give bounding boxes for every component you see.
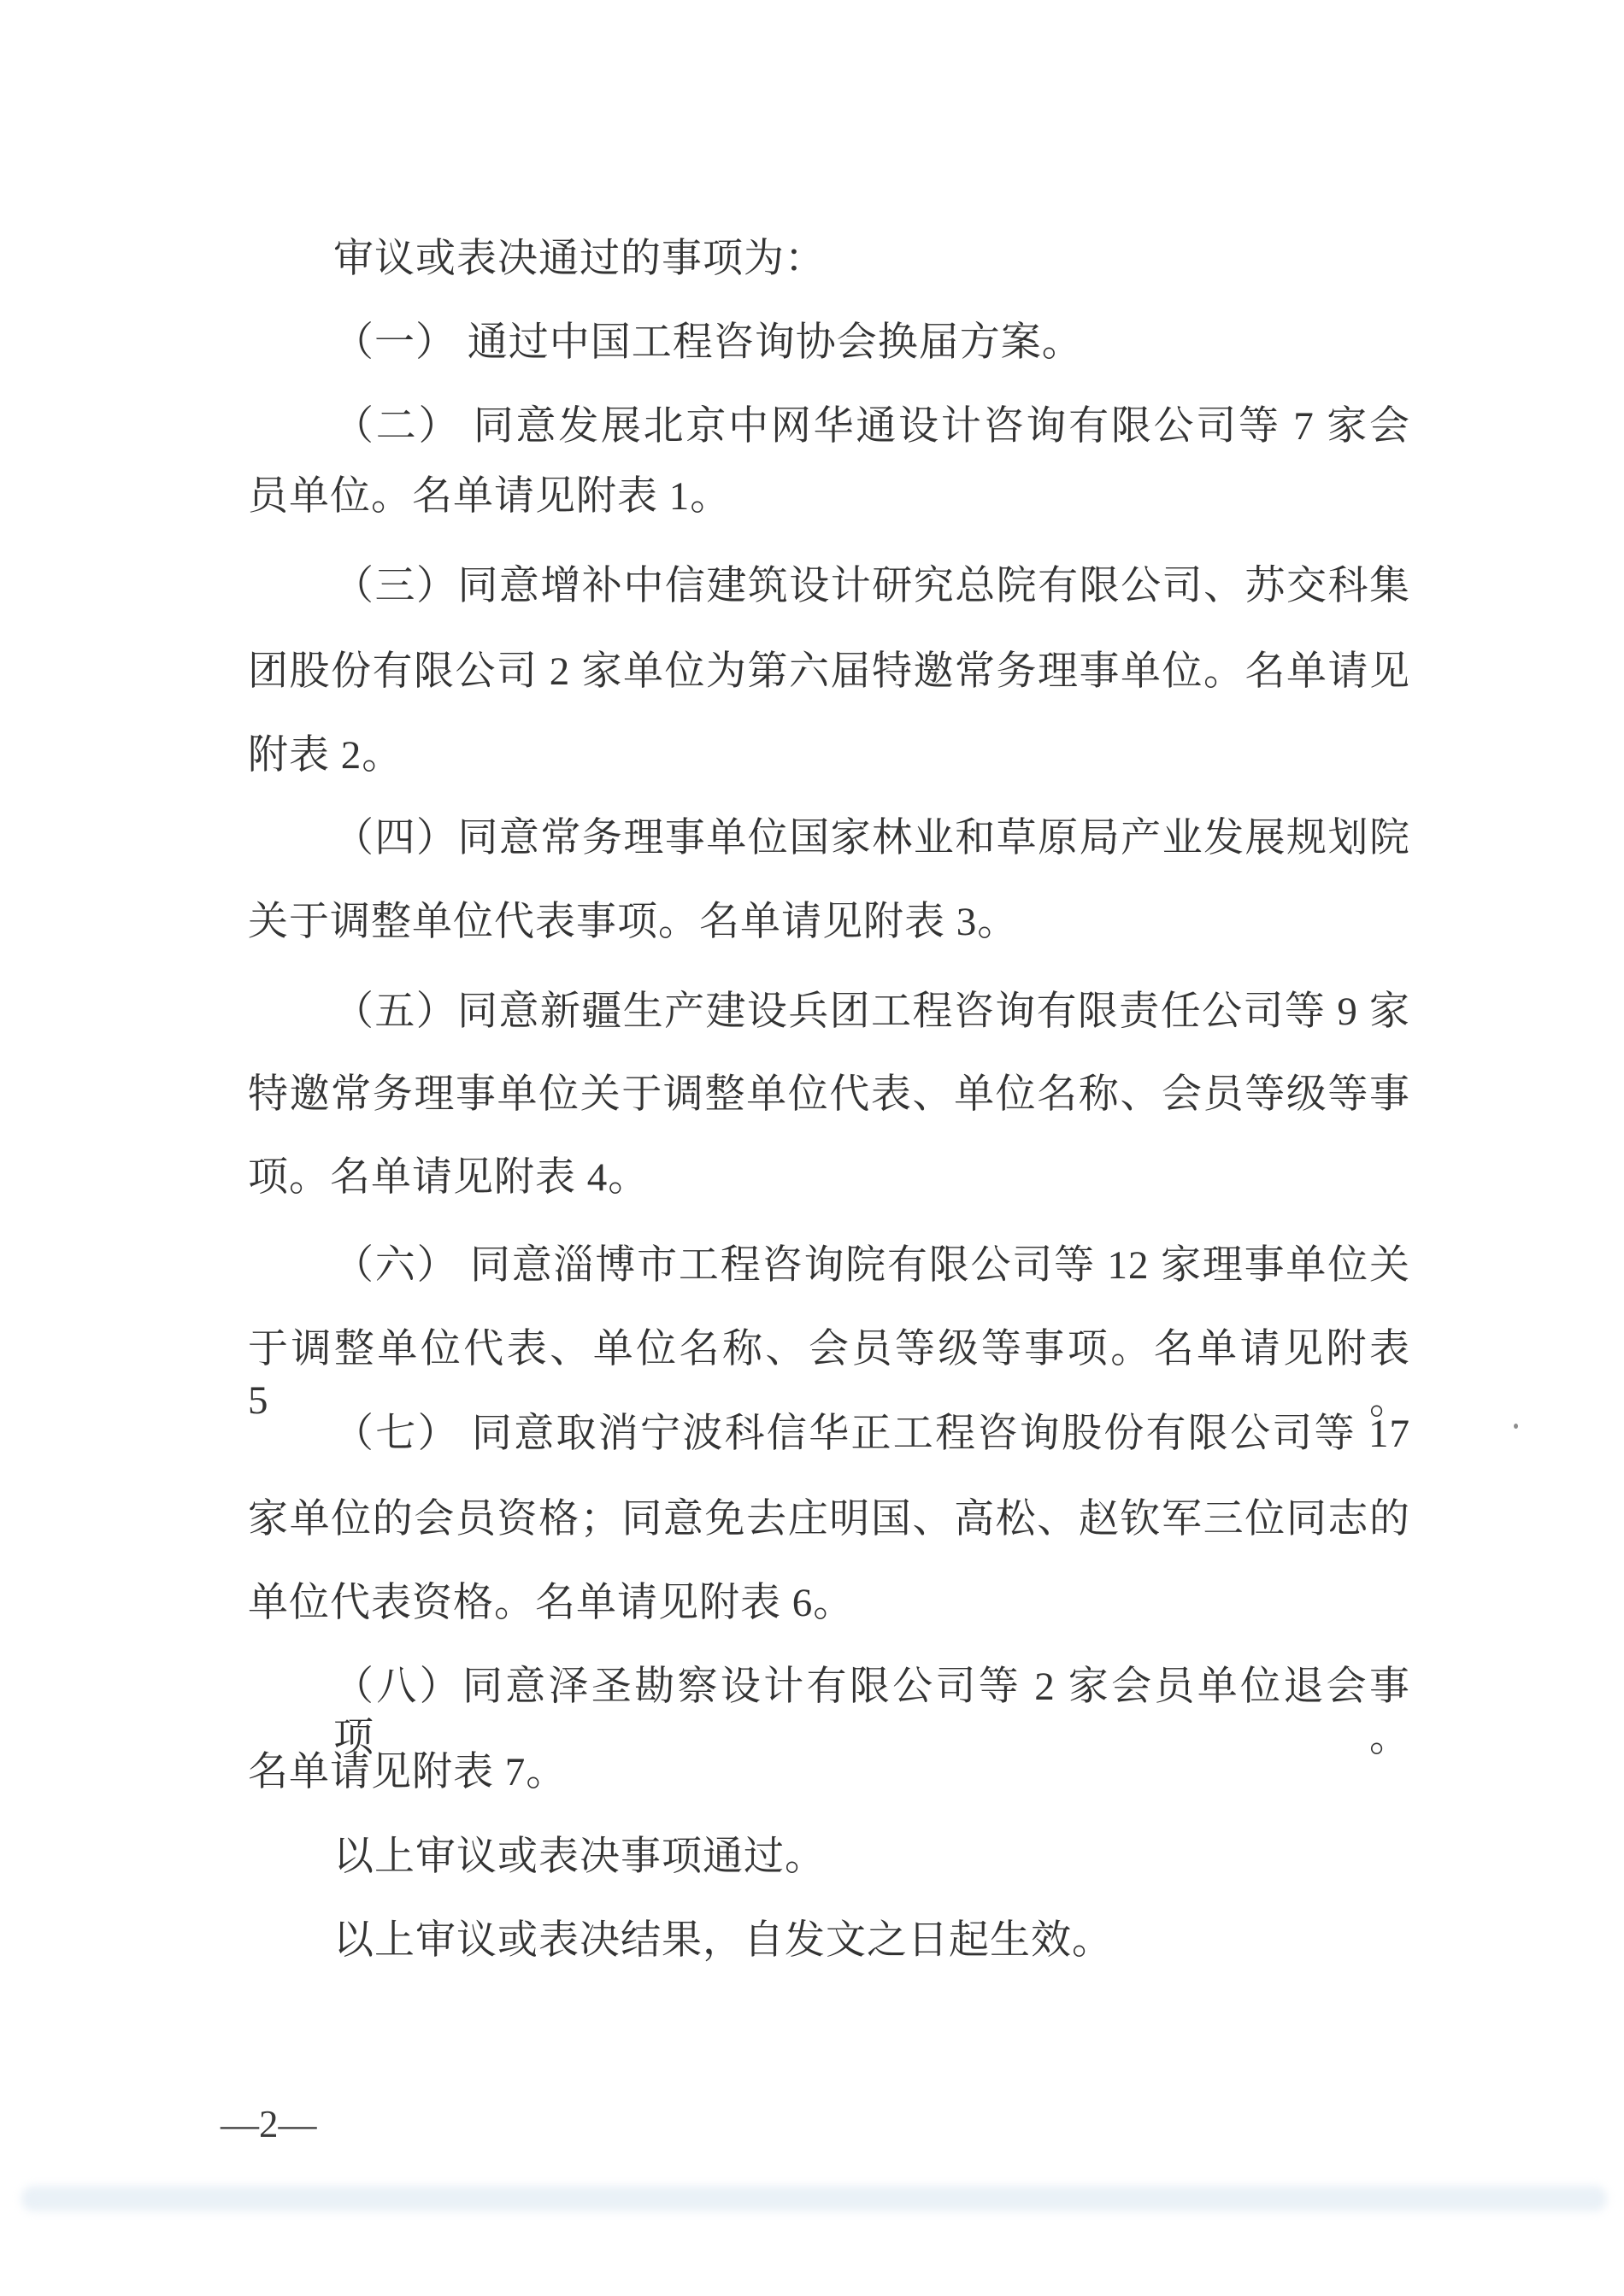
body-line-9: （五）同意新疆生产建设兵团工程咨询有限责任公司等 9 家 [333,989,1410,1034]
body-line-2: （二） 同意发展北京中网华通设计咨询有限公司等 7 家会 [333,404,1410,449]
body-line-12: （六） 同意淄博市工程咨询院有限公司等 12 家理事单位关 [333,1243,1410,1288]
body-line-8: 关于调整单位代表事项。名单请见附表 3。 [248,900,1019,944]
body-line-1: （一） 通过中国工程咨询协会换届方案。 [333,320,1083,365]
body-line-14: （七） 同意取消宁波科信华正工程咨询股份有限公司等 17 [333,1412,1410,1456]
body-line-13: 于调整单位代表、单位名称、会员等级等事项。名单请见附表 5。 [248,1327,1410,1423]
body-line-10: 特邀常务理事单位关于调整单位代表、单位名称、会员等级等事 [248,1072,1410,1117]
body-line-3: 员单位。名单请见附表 1。 [248,474,732,519]
scan-artifact-speck [1514,1424,1518,1429]
body-line-16: 单位代表资格。名单请见附表 6。 [248,1581,855,1625]
body-line-20: 以上审议或表决结果，自发文之日起生效。 [333,1918,1113,1963]
body-line-7: （四）同意常务理事单位国家林业和草原局产业发展规划院 [333,816,1410,860]
body-line-6: 附表 2。 [248,733,403,778]
body-line-15: 家单位的会员资格；同意免去庄明国、高松、赵钦军三位同志的 [248,1497,1410,1541]
body-line-0: 审议或表决通过的事项为： [333,237,826,281]
body-line-5: 团股份有限公司 2 家单位为第六届特邀常务理事单位。名单请见 [248,649,1410,694]
body-line-11: 项。名单请见附表 4。 [248,1155,650,1200]
body-line-18: 名单请见附表 7。 [248,1750,568,1794]
body-line-17: （八）同意泽圣勘察设计有限公司等 2 家会员单位退会事项。 [333,1665,1410,1760]
body-line-19: 以上审议或表决事项通过。 [333,1835,826,1879]
body-line-4: （三）同意增补中信建筑设计研究总院有限公司、苏交科集 [333,564,1410,608]
scan-artifact-band [21,2186,1607,2211]
page-number: —2— [221,2103,317,2146]
